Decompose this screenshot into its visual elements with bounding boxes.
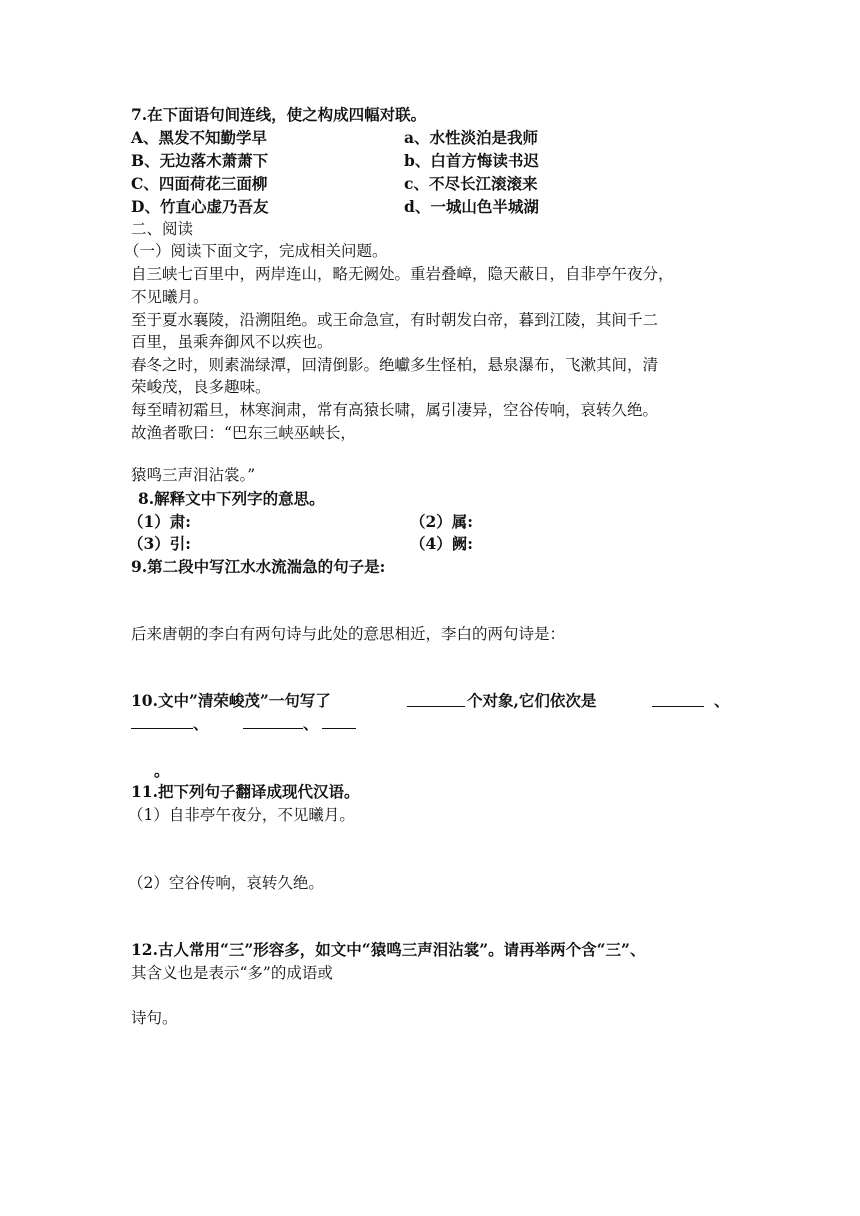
passage-line: 猿鸣三声泪沾裳。” <box>131 466 256 484</box>
q7-left-b: B、无边落木萧萧下 <box>131 151 269 170</box>
q11-sentence-1: （1）自非亭午夜分，不见曦月。 <box>128 806 355 824</box>
q10-sep: 、 <box>193 714 209 733</box>
q7-left-d: D、竹直心虚乃吾友 <box>131 197 269 216</box>
q8-title: 8.解释文中下列字的意思。 <box>138 489 325 508</box>
q12-line-1: 12.古人常用“三”形容多，如文中“猿鸣三声泪沾裳”。请再举两个含“三”、 <box>131 940 646 959</box>
q12-line-2: 其含义也是表示“多”的成语或 <box>131 964 333 982</box>
q10-blank-4[interactable] <box>322 714 356 729</box>
section-title: 二、阅读 <box>131 220 194 238</box>
part-heading: （一）阅读下面文字，完成相关问题。 <box>124 242 388 260</box>
q7-right-b: b、白首方悔读书迟 <box>404 151 539 170</box>
q8-item-4: （4）阙: <box>410 534 474 553</box>
q9-follow: 后来唐朝的李白有两句诗与此处的意思相近，李白的两句诗是： <box>131 625 566 643</box>
q10-text-a: 10.文中”清荣峻茂”一句写了 <box>131 691 331 710</box>
passage-line: 荣峻茂，良多趣味。 <box>131 378 271 396</box>
passage-line: 春冬之时，则素湍绿潭，回清倒影。绝巘多生怪柏，悬泉瀑布，飞漱其间，清 <box>131 356 659 374</box>
q11-title: 11.把下列句子翻译成现代汉语。 <box>131 782 360 801</box>
q8-item-2: （2）属: <box>410 512 474 531</box>
q12-line-3: 诗句。 <box>131 1009 178 1027</box>
q10-blank-2[interactable] <box>131 714 193 729</box>
q7-right-c: c、不尽长江滚滚来 <box>404 174 538 193</box>
q10-blank-count[interactable] <box>407 692 465 707</box>
passage-line: 百里，虽乘奔御风不以疾也。 <box>131 333 333 351</box>
q10-sep: 、 <box>303 714 319 733</box>
q7-right-a: a、水性淡泊是我师 <box>404 128 539 147</box>
q10-period: 。 <box>154 761 170 780</box>
q11-sentence-2: （2）空谷传响，哀转久绝。 <box>128 874 324 892</box>
passage-line: 每至晴初霜旦，林寒涧肃，常有高猿长啸，属引凄异，空谷传响，哀转久绝。 <box>131 401 659 419</box>
passage-line: 故渔者歌曰：“巴东三峡巫峡长， <box>131 424 356 442</box>
q10-text-b: 个对象,它们依次是 <box>467 691 597 710</box>
passage-line: 自三峡七百里中，两岸连山，略无阙处。重岩叠嶂，隐天蔽日，自非亭午夜分， <box>131 265 674 283</box>
passage-line: 不见曦月。 <box>131 288 209 306</box>
q10-blank-3[interactable] <box>243 714 303 729</box>
q7-title: 7.在下面语句间连线，使之构成四幅对联。 <box>131 105 427 124</box>
passage-line: 至于夏水襄陵，沿溯阻绝。或王命急宣，有时朝发白帝，暮到江陵，其间千二 <box>131 311 659 329</box>
q9-title: 9.第二段中写江水水流湍急的句子是: <box>131 557 386 576</box>
q10-sep: 、 <box>714 691 730 710</box>
q7-left-c: C、四面荷花三面柳 <box>131 174 268 193</box>
q7-right-d: d、一城山色半城湖 <box>404 197 539 216</box>
q8-item-1: （1）肃: <box>128 512 192 531</box>
q7-left-a: A、黑发不知勤学早 <box>131 128 268 147</box>
q8-item-3: （3）引: <box>128 534 192 553</box>
q10-blank-1[interactable] <box>652 692 704 707</box>
